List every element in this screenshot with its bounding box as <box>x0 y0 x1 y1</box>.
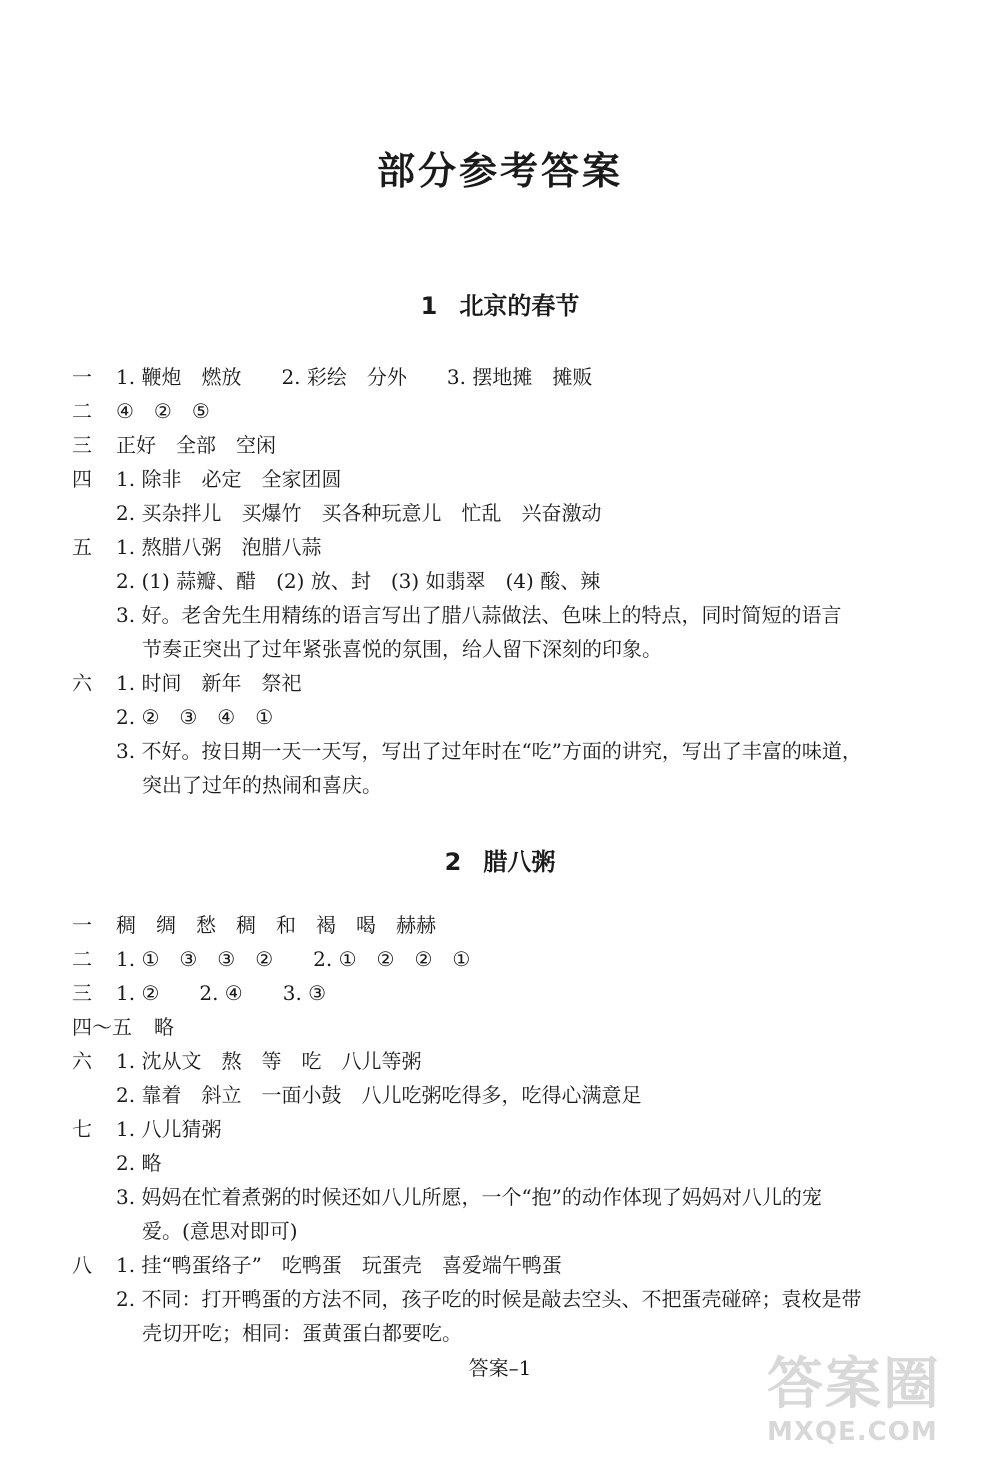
answer-text: 1. ① ③ ③ ② 2. ① ② ② ① <box>116 947 471 971</box>
answer-continuation: 节奏正突出了过年紧张喜悦的氛围，给人留下深刻的印象。 <box>142 637 662 661</box>
answer-subline: 2. (1) 蒜瓣、醋 (2) 放、封 (3) 如翡翠 (4) 酸、辣 <box>116 569 601 593</box>
question-label: 六 <box>72 671 92 695</box>
answer-line <box>72 942 470 976</box>
answer-line <box>72 1248 562 1282</box>
section-name: 腊八粥 <box>483 848 556 876</box>
answer-subline: 3. 好。老舍先生用精练的语言写出了腊八蒜做法、色味上的特点，同时简短的语言 <box>116 603 842 627</box>
answer-text: 略 <box>154 1015 174 1039</box>
answer-text: 正好 全部 空闲 <box>116 433 276 457</box>
answer-line <box>72 976 326 1010</box>
answer-line <box>72 462 341 496</box>
answer-text: 1. 沈从文 熬 等 吃 八儿等粥 <box>116 1049 422 1073</box>
answer-text: 1. 熬腊八粥 泡腊八蒜 <box>116 535 322 559</box>
question-label: 八 <box>72 1253 92 1277</box>
answer-subline: 3. 不好。按日期一天一天写，写出了过年时在“吃”方面的讲究，写出了丰富的味道， <box>116 739 862 763</box>
answer-text: 1. 鞭炮 燃放 2. 彩绘 分外 3. 摆地摊 摊贩 <box>116 365 593 389</box>
answer-continuation: 爱。(意思对即可) <box>142 1219 298 1243</box>
answer-subline: 2. 靠着 斜立 一面小鼓 八儿吃粥吃得多，吃得心满意足 <box>116 1083 642 1107</box>
answer-line <box>72 1044 421 1078</box>
question-label: 四～五 <box>72 1015 132 1039</box>
question-label: 六 <box>72 1049 92 1073</box>
answer-text: 1. 时间 新年 祭祀 <box>116 671 302 695</box>
section-number: 2 <box>444 848 462 876</box>
answer-line <box>72 394 210 428</box>
answer-subline: 2. 不同：打开鸭蛋的方法不同，孩子吃的时候是敲去空头、不把蛋壳碰碎；袁枚是带 <box>116 1287 862 1311</box>
section-name: 北京的春节 <box>459 292 580 320</box>
answer-continuation: 突出了过年的热闹和喜庆。 <box>142 773 382 797</box>
watermark-url: MXQE.COM <box>767 1417 938 1447</box>
section-number: 1 <box>420 292 438 320</box>
answer-line <box>72 666 301 700</box>
answer-line <box>72 428 276 462</box>
answer-continuation: 壳切开吃；相同：蛋黄蛋白都要吃。 <box>142 1321 462 1345</box>
question-label: 一 <box>72 913 92 937</box>
answer-text: 1. 除非 必定 全家团圆 <box>116 467 342 491</box>
page-title: 部分参考答案 <box>376 148 623 193</box>
question-label: 四 <box>72 467 92 491</box>
question-label: 三 <box>72 433 92 457</box>
answer-line <box>72 1112 221 1146</box>
answer-line <box>72 908 436 942</box>
section-title-2 <box>0 842 1000 877</box>
question-label: 二 <box>72 399 92 423</box>
question-label: 二 <box>72 947 92 971</box>
answer-subline: 3. 妈妈在忙着煮粥的时候还如八儿所愿，一个“抱”的动作体现了妈妈对八儿的宠 <box>116 1185 822 1209</box>
question-label: 五 <box>72 535 92 559</box>
answer-line <box>72 360 592 394</box>
question-label: 三 <box>72 981 92 1005</box>
question-label: 一 <box>72 365 92 389</box>
watermark-text: 答案圈 <box>767 1352 941 1417</box>
page-number: 答案–1 <box>468 1356 532 1380</box>
answer-line <box>72 1010 174 1044</box>
answer-text: 1. 挂“鸭蛋络子” 吃鸭蛋 玩蛋壳 喜爱端午鸭蛋 <box>116 1253 562 1277</box>
question-label: 七 <box>72 1117 92 1141</box>
answer-text: ④ ② ⑤ <box>116 399 210 423</box>
answer-subline: 2. 略 <box>116 1151 162 1175</box>
answer-text: 稠 绸 愁 稠 和 褐 喝 赫赫 <box>116 913 436 937</box>
answer-subline: 2. ② ③ ④ ① <box>116 705 274 729</box>
answer-text: 1. ② 2. ④ 3. ③ <box>116 981 327 1005</box>
watermark-logo <box>767 1353 982 1463</box>
section-title-1 <box>0 286 1000 321</box>
answer-subline: 2. 买杂拌儿 买爆竹 买各种玩意儿 忙乱 兴奋激动 <box>116 501 602 525</box>
answer-text: 1. 八儿猜粥 <box>116 1117 222 1141</box>
answer-line <box>72 530 321 564</box>
